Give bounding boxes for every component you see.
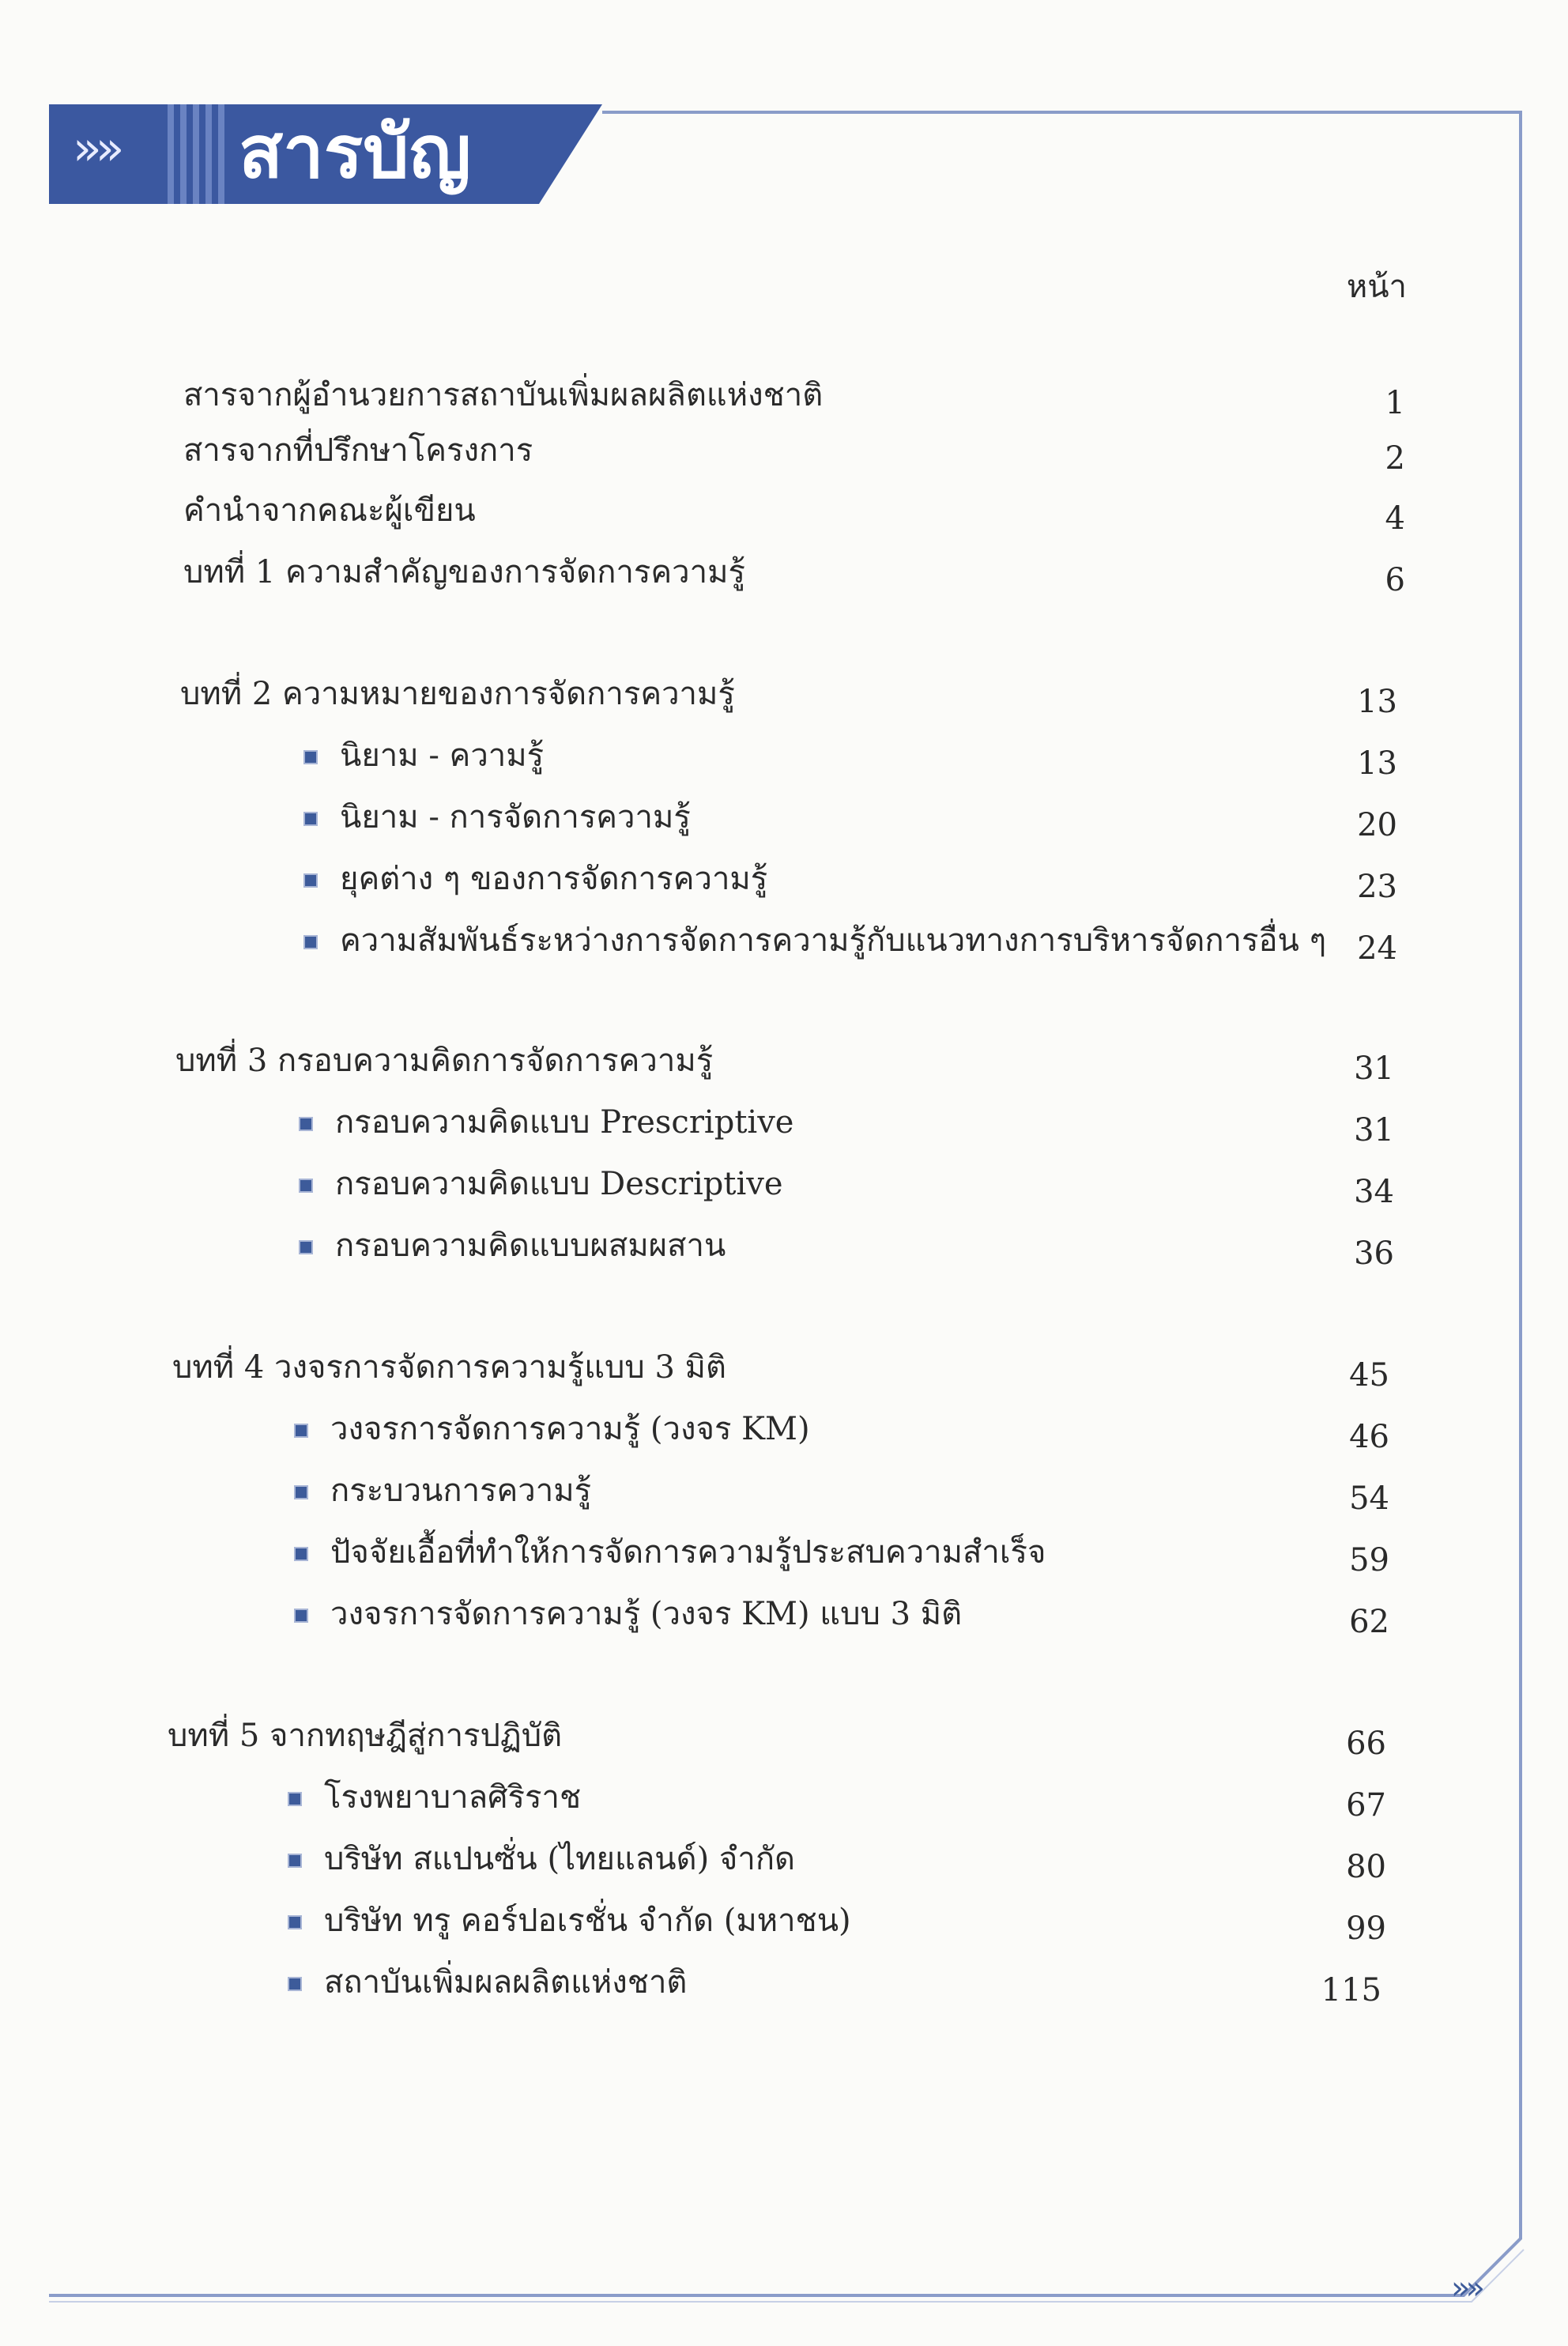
toc-entry-page: 34 bbox=[1354, 1174, 1394, 1210]
toc-entry bbox=[0, 1467, 1568, 1517]
toc-entry bbox=[0, 487, 1568, 537]
square-bullet-icon bbox=[288, 1854, 302, 1868]
toc-entry-page: 13 bbox=[1357, 745, 1397, 782]
toc-entry bbox=[0, 794, 1568, 841]
square-bullet-icon bbox=[288, 1915, 302, 1929]
toc-entry-label: ปัจจัยเอื้อที่ทำให้การจัดการความรู้ประสบความสำเร็จ bbox=[330, 1534, 1046, 1571]
toc-entry bbox=[0, 1160, 1568, 1208]
toc-entry-label: บริษัท สแปนซั่น (ไทยแลนด์) จำกัด bbox=[324, 1841, 796, 1877]
toc-chapter-label: บทที่ 4 วงจรการจัดการความรู้แบบ 3 มิติ bbox=[172, 1349, 726, 1386]
toc-entry-label: กรอบความคิดแบบ Prescriptive bbox=[335, 1104, 794, 1141]
square-bullet-icon bbox=[294, 1485, 308, 1499]
square-bullet-icon bbox=[294, 1547, 308, 1561]
toc-entry bbox=[0, 855, 1568, 903]
toc-entry bbox=[0, 372, 1568, 419]
toc-entry-label: กรอบความคิดแบบ Descriptive bbox=[335, 1166, 783, 1202]
toc-entry bbox=[0, 1405, 1568, 1453]
toc-entry-page: 46 bbox=[1349, 1419, 1389, 1455]
toc-chapter-label: บทที่ 3 กรอบความคิดการจัดการความรู้ bbox=[175, 1043, 714, 1079]
toc-chapter-label: บทที่ 2 ความหมายของการจัดการความรู้ bbox=[180, 676, 735, 712]
toc-entry-page: 54 bbox=[1349, 1480, 1389, 1517]
square-bullet-icon bbox=[299, 1117, 313, 1131]
toc-entry bbox=[0, 427, 1568, 477]
toc-entry-page: 80 bbox=[1346, 1849, 1386, 1885]
toc-entry-page: 13 bbox=[1357, 684, 1397, 720]
square-bullet-icon bbox=[294, 1609, 308, 1623]
toc-chapter-label: บทที่ 5 จากทฤษฎีสู่การปฏิบัติ bbox=[168, 1718, 563, 1754]
toc-entry-page: 31 bbox=[1354, 1112, 1394, 1148]
toc-entry bbox=[0, 1959, 1568, 2006]
toc-entry-page: 67 bbox=[1346, 1787, 1386, 1824]
chevron-right-icon: »» bbox=[1451, 2270, 1480, 2306]
toc-entry-label: สารจากที่ปรึกษาโครงการ bbox=[183, 432, 533, 469]
toc-entry-label: บริษัท ทรู คอร์ปอเรชั่น จำกัด (มหาชน) bbox=[324, 1903, 851, 1939]
toc-entry-page: 45 bbox=[1349, 1357, 1389, 1394]
toc-entry-page: 23 bbox=[1357, 869, 1397, 905]
square-bullet-icon bbox=[299, 1240, 313, 1254]
toc-entry-page: 4 bbox=[1385, 500, 1405, 537]
toc-chapter bbox=[0, 1712, 1568, 1760]
toc-entry-page: 24 bbox=[1357, 930, 1397, 967]
toc-entry-page: 20 bbox=[1357, 807, 1397, 843]
toc-chapter bbox=[0, 1037, 1568, 1087]
toc-entry-page: 59 bbox=[1349, 1542, 1389, 1578]
toc-entry-label: นิยาม - การจัดการความรู้ bbox=[340, 799, 691, 835]
page-column-label: หน้า bbox=[1346, 269, 1407, 305]
toc-entry-page: 31 bbox=[1354, 1050, 1394, 1087]
chevron-right-icon: »» bbox=[73, 121, 119, 176]
square-bullet-icon bbox=[288, 1792, 302, 1806]
toc-entry-page: 36 bbox=[1354, 1235, 1394, 1272]
toc-entry-label: สถาบันเพิ่มผลผลิตแห่งชาติ bbox=[324, 1964, 688, 2001]
toc-entry bbox=[0, 1897, 1568, 1947]
toc-entry-page: 6 bbox=[1385, 562, 1405, 598]
toc-chapter bbox=[0, 549, 1568, 596]
square-bullet-icon bbox=[303, 873, 318, 888]
toc-entry-label: กระบวนการความรู้ bbox=[330, 1473, 592, 1509]
page-title: สารบัญ bbox=[239, 110, 472, 194]
square-bullet-icon bbox=[303, 750, 318, 764]
toc-entry bbox=[0, 1529, 1568, 1576]
toc-entry bbox=[0, 732, 1568, 782]
toc-chapter bbox=[0, 670, 1568, 718]
toc-entry bbox=[0, 1590, 1568, 1638]
toc-entry-label: สารจากผู้อำนวยการสถาบันเพิ่มผลผลิตแห่งชาติ bbox=[183, 377, 824, 413]
toc-entry bbox=[0, 1774, 1568, 1824]
toc-entry-page: 62 bbox=[1349, 1604, 1389, 1640]
toc-entry-label: นิยาม - ความรู้ bbox=[340, 737, 545, 774]
square-bullet-icon bbox=[299, 1179, 313, 1193]
toc-entry-label: วงจรการจัดการความรู้ (วงจร KM) แบบ 3 มิติ bbox=[330, 1596, 963, 1632]
toc-entry-page: 2 bbox=[1385, 440, 1405, 477]
toc-chapter bbox=[0, 1344, 1568, 1394]
toc-entry bbox=[0, 1099, 1568, 1146]
square-bullet-icon bbox=[288, 1977, 302, 1991]
toc-chapter-label: บทที่ 1 ความสำคัญของการจัดการความรู้ bbox=[183, 554, 745, 590]
toc-entry-label: กรอบความคิดแบบผสมผสาน bbox=[335, 1228, 726, 1264]
toc-entry-page: 66 bbox=[1346, 1726, 1386, 1762]
toc-entry-label: วงจรการจัดการความรู้ (วงจร KM) bbox=[330, 1411, 810, 1447]
toc-entry bbox=[0, 1835, 1568, 1883]
toc-entry-page: 1 bbox=[1385, 385, 1405, 421]
toc-entry-label: ความสัมพันธ์ระหว่างการจัดการความรู้กับแนวทางการบริหารจัดการอื่น ๆ bbox=[340, 922, 1327, 959]
toc-entry bbox=[0, 917, 1568, 967]
toc-entry-label: ยุคต่าง ๆ ของการจัดการความรู้ bbox=[340, 861, 768, 897]
toc-entry bbox=[0, 1222, 1568, 1272]
toc-entry-page: 99 bbox=[1346, 1910, 1386, 1947]
toc-entry-label: คำนำจากคณะผู้เขียน bbox=[183, 492, 476, 529]
toc-entry-label: โรงพยาบาลศิริราช bbox=[324, 1779, 582, 1816]
square-bullet-icon bbox=[294, 1424, 308, 1438]
toc-entry-page: 115 bbox=[1321, 1972, 1381, 2008]
square-bullet-icon bbox=[303, 812, 318, 826]
square-bullet-icon bbox=[303, 935, 318, 949]
